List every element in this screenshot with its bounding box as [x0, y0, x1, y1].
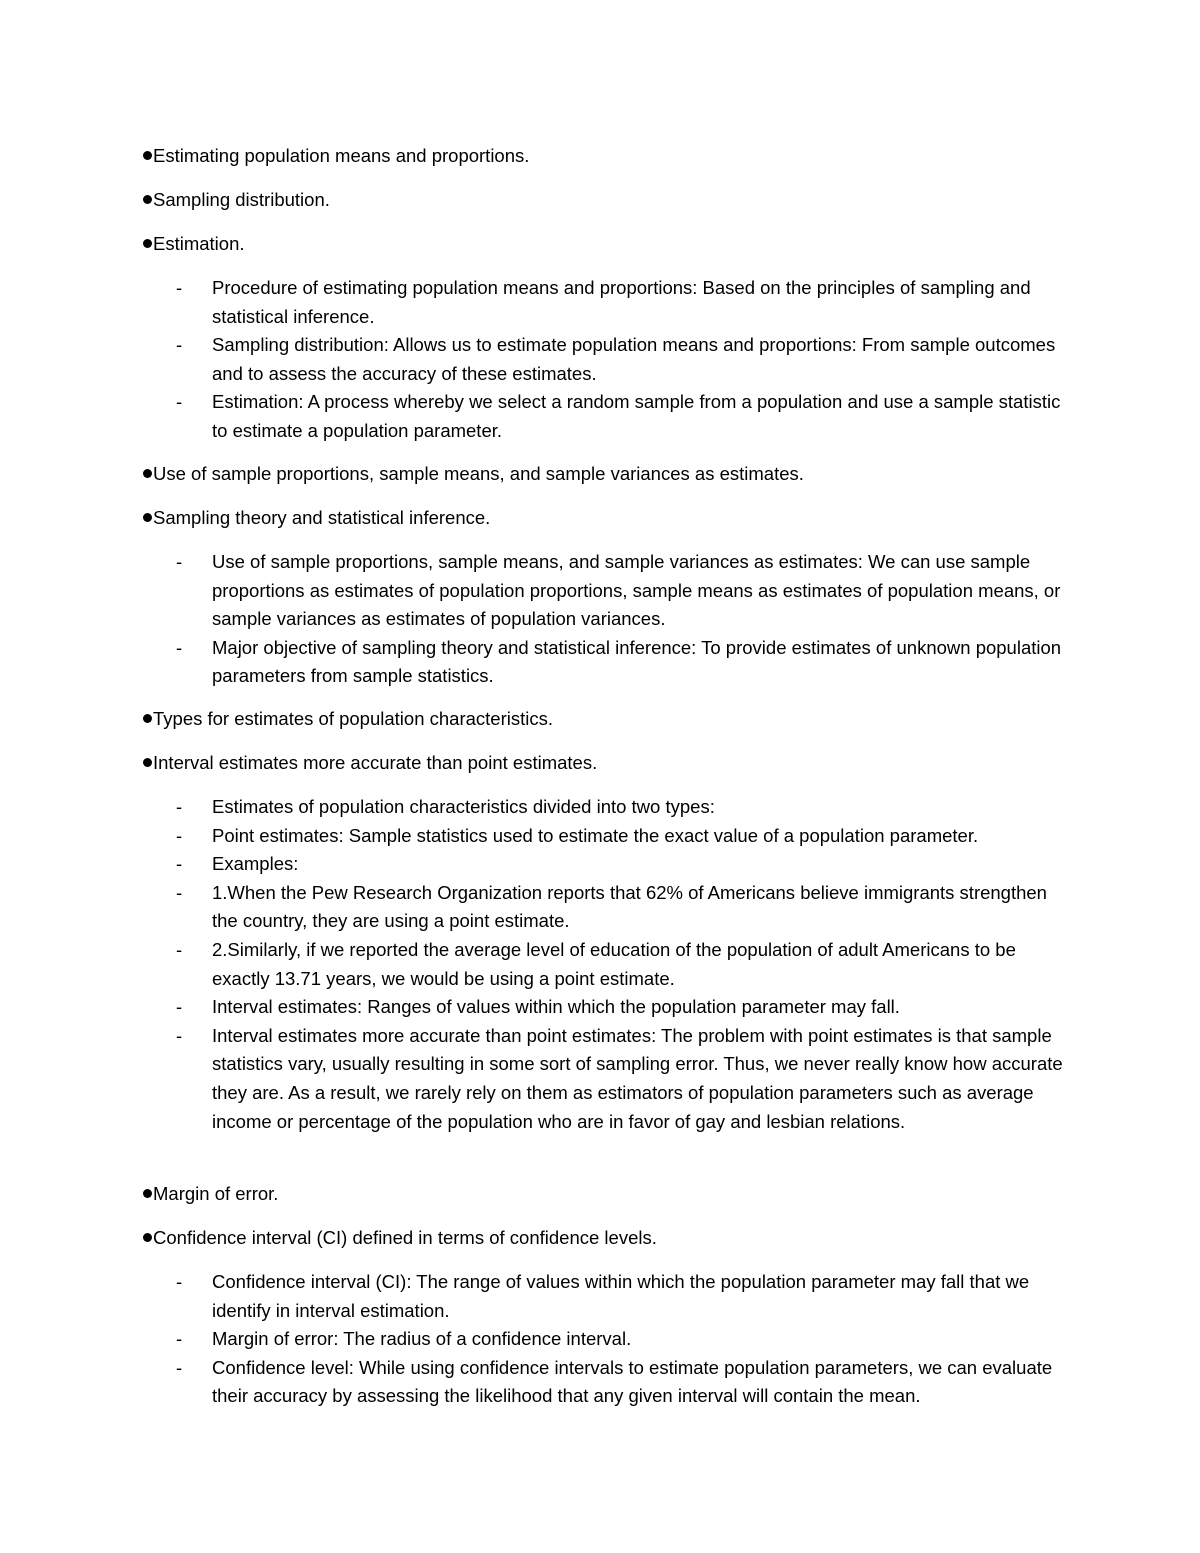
bullet-text: Estimating population means and proportions. [153, 145, 530, 166]
list-item [0, 1268, 1200, 1325]
list-item [0, 548, 1200, 634]
list-item-text: Confidence interval (CI): The range of values within which the population parameter may fall that we identify in interval estimation. [212, 1271, 1030, 1321]
bullet-line [0, 705, 1200, 749]
list-item-text: Confidence level: While using confidence intervals to estimate population parameters, we can evaluate their accuracy by assessing the likelihood that any given interval will contain the mean. [212, 1356, 1053, 1407]
list-item-text: Use of sample proportions, sample means, and sample variances as estimates: We can use sample proportions as estimates of population proportions, sample means as estimates of population means, or sample variances as estimates of population variances. [212, 551, 1061, 630]
list-item [0, 274, 1200, 331]
bullet-dot-icon [143, 714, 152, 723]
section-1 [0, 142, 1200, 446]
bullet-line [0, 1224, 1200, 1268]
dash-icon: - [176, 277, 183, 298]
list-item [0, 936, 1200, 993]
section-3 [0, 705, 1200, 1136]
list-item [0, 634, 1200, 691]
bullet-text: Types for estimates of population characteristics. [153, 708, 553, 729]
bullet-dot-icon [143, 1189, 152, 1198]
dash-icon: - [176, 881, 183, 903]
dash-icon: - [176, 391, 183, 413]
sub-list [0, 793, 1200, 1136]
list-item [0, 1354, 1200, 1411]
dash-icon: - [176, 1024, 183, 1046]
list-item-text: Estimation: A process whereby we select a random sample from a population and use a sample statistic to estimate a population parameter. [212, 391, 1061, 441]
list-item-text: Point estimates: Sample statistics used to estimate the exact value of a population parameter. [212, 824, 979, 846]
list-item [0, 879, 1200, 936]
list-item-text: Margin of error: The radius of a confidence interval. [212, 1328, 632, 1350]
dash-icon: - [176, 334, 183, 356]
bullet-text: Sampling theory and statistical inference. [153, 507, 491, 528]
list-item [0, 331, 1200, 388]
bullet-dot-icon [143, 1233, 152, 1242]
bullet-line [0, 230, 1200, 274]
bullet-text: Margin of error. [153, 1183, 279, 1204]
list-item [0, 850, 1200, 879]
list-item-text: 1.When the Pew Research Organization reports that 62% of Americans believe immigrants strengthen the country, they are using a point estimate. [212, 881, 1047, 932]
list-item-text: Interval estimates more accurate than point estimates: The problem with point estimates is that sample statistics vary, usually resulting in some sort of sampling error. Thus, we never really know how accurate they are. As a result, we rarely rely on them as estimators of population parameters such as average income or percentage of the population who are in favor of gay and lesbian relations. [212, 1024, 1063, 1132]
section-2 [0, 460, 1200, 691]
bullet-text: Confidence interval (CI) defined in terms of confidence levels. [153, 1227, 657, 1248]
bullet-dot-icon [143, 239, 152, 248]
dash-icon: - [176, 1356, 183, 1378]
list-item [0, 1022, 1200, 1136]
list-item [0, 822, 1200, 851]
bullet-line [0, 460, 1200, 504]
dash-icon: - [176, 796, 183, 817]
dash-icon: - [176, 636, 183, 658]
bullet-text: Use of sample proportions, sample means, and sample variances as estimates. [153, 463, 804, 484]
dash-icon: - [176, 853, 183, 875]
bullet-line [0, 749, 1200, 793]
sub-list [0, 548, 1200, 691]
dash-icon: - [176, 551, 183, 572]
list-item-text: Major objective of sampling theory and statistical inference: To provide estimates of unknown population parameters from sample statistics. [212, 636, 1062, 687]
bullet-text: Estimation. [153, 233, 245, 254]
list-item-text: Interval estimates: Ranges of values within which the population parameter may fall. [212, 996, 900, 1018]
section-4 [0, 1180, 1200, 1411]
dash-icon: - [176, 1328, 183, 1350]
list-item-text: 2.Similarly, if we reported the average level of education of the population of adult Americans to be exactly 13.71 years, we would be using a point estimate. [212, 938, 1016, 989]
list-item-text: Procedure of estimating population means and proportions: Based on the principles of sampling and statistical inference. [212, 277, 1031, 327]
dash-icon: - [176, 824, 183, 846]
bullet-dot-icon [143, 151, 152, 160]
bullet-dot-icon [143, 513, 152, 522]
sub-list [0, 1268, 1200, 1411]
sub-list [0, 274, 1200, 446]
bullet-line [0, 186, 1200, 230]
bullet-text: Interval estimates more accurate than point estimates. [153, 752, 598, 773]
dash-icon: - [176, 996, 183, 1018]
bullet-dot-icon [143, 469, 152, 478]
bullet-dot-icon [143, 758, 152, 767]
bullet-line [0, 1180, 1200, 1224]
bullet-text: Sampling distribution. [153, 189, 330, 210]
dash-icon: - [176, 1271, 183, 1292]
list-item-text: Examples: [212, 853, 299, 875]
list-item [0, 793, 1200, 822]
bullet-line [0, 504, 1200, 548]
list-item [0, 1325, 1200, 1354]
bullet-line [0, 142, 1200, 186]
list-item [0, 993, 1200, 1022]
list-item-text: Sampling distribution: Allows us to estimate population means and proportions: From sample outcomes and to assess the accuracy of these estimates. [212, 334, 1056, 384]
dash-icon: - [176, 938, 183, 960]
list-item [0, 388, 1200, 445]
list-item-text: Estimates of population characteristics divided into two types: [212, 796, 715, 817]
bullet-dot-icon [143, 195, 152, 204]
